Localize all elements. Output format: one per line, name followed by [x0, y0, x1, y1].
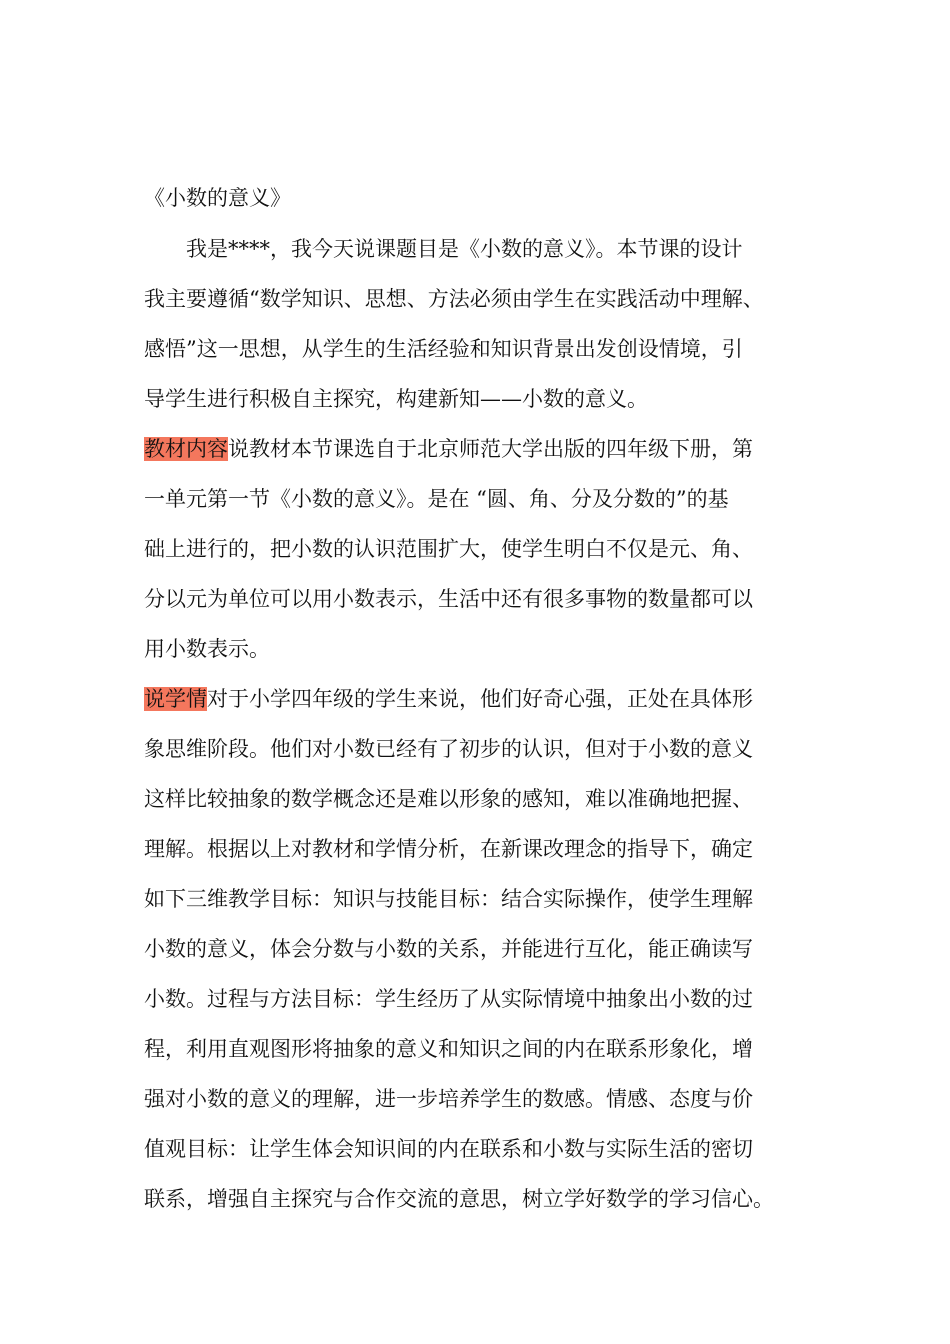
intro-line: 我是****，我今天说课题目是《小数的意义》。本节课的设计: [144, 237, 743, 261]
students-line: 理解。根据以上对教材和学情分析，在新课改理念的指导下，确定: [144, 837, 753, 861]
students-line: 强对小数的意义的理解，进一步培养学生的数感。情感、态度与价: [144, 1087, 753, 1111]
textbook-section-label: 教材内容: [144, 437, 228, 461]
students-first-line-text: 对于小学四年级的学生来说，他们好奇心强，正处在具体形: [207, 687, 753, 711]
students-line: 小数。过程与方法目标：学生经历了从实际情境中抽象出小数的过: [144, 987, 753, 1011]
students-line: 象思维阶段。他们对小数已经有了初步的认识，但对于小数的意义: [144, 737, 753, 761]
students-line: 小数的意义，体会分数与小数的关系，并能进行互化，能正确读写: [144, 937, 753, 961]
students-section-label: 说学情: [144, 687, 207, 711]
textbook-first-line: [144, 435, 753, 463]
students-line: 程，利用直观图形将抽象的意义和知识之间的内在联系形象化，增: [144, 1037, 753, 1061]
students-line: 值观目标：让学生体会知识间的内在联系和小数与实际生活的密切: [144, 1137, 753, 1161]
textbook-first-line-text: 说教材本节课选自于北京师范大学出版的四年级下册，第: [228, 437, 753, 461]
students-line: 如下三维教学目标：知识与技能目标：结合实际操作，使学生理解: [144, 887, 753, 911]
intro-line: 感悟”这一思想，从学生的生活经验和知识背景出发创设情境，引: [144, 337, 743, 361]
students-first-line: [144, 685, 753, 713]
textbook-line: 一单元第一节《小数的意义》。是在 “圆、角、分及分数的”的基: [144, 487, 729, 511]
textbook-line: 分以元为单位可以用小数表示，生活中还有很多事物的数量都可以: [144, 587, 753, 611]
document-title: 《小数的意义》: [144, 186, 291, 210]
students-line: 这样比较抽象的数学概念还是难以形象的感知，难以准确地把握、: [144, 787, 753, 811]
textbook-line: 用小数表示。: [144, 637, 270, 661]
textbook-line: 础上进行的，把小数的认识范围扩大，使学生明白不仅是元、角、: [144, 537, 753, 561]
intro-line: 我主要遵循“数学知识、思想、方法必须由学生在实践活动中理解、: [144, 287, 764, 311]
students-line: 联系，增强自主探究与合作交流的意思，树立学好数学的学习信心。: [144, 1187, 774, 1211]
intro-line: 导学生进行积极自主探究，构建新知——小数的意义。: [144, 387, 648, 411]
